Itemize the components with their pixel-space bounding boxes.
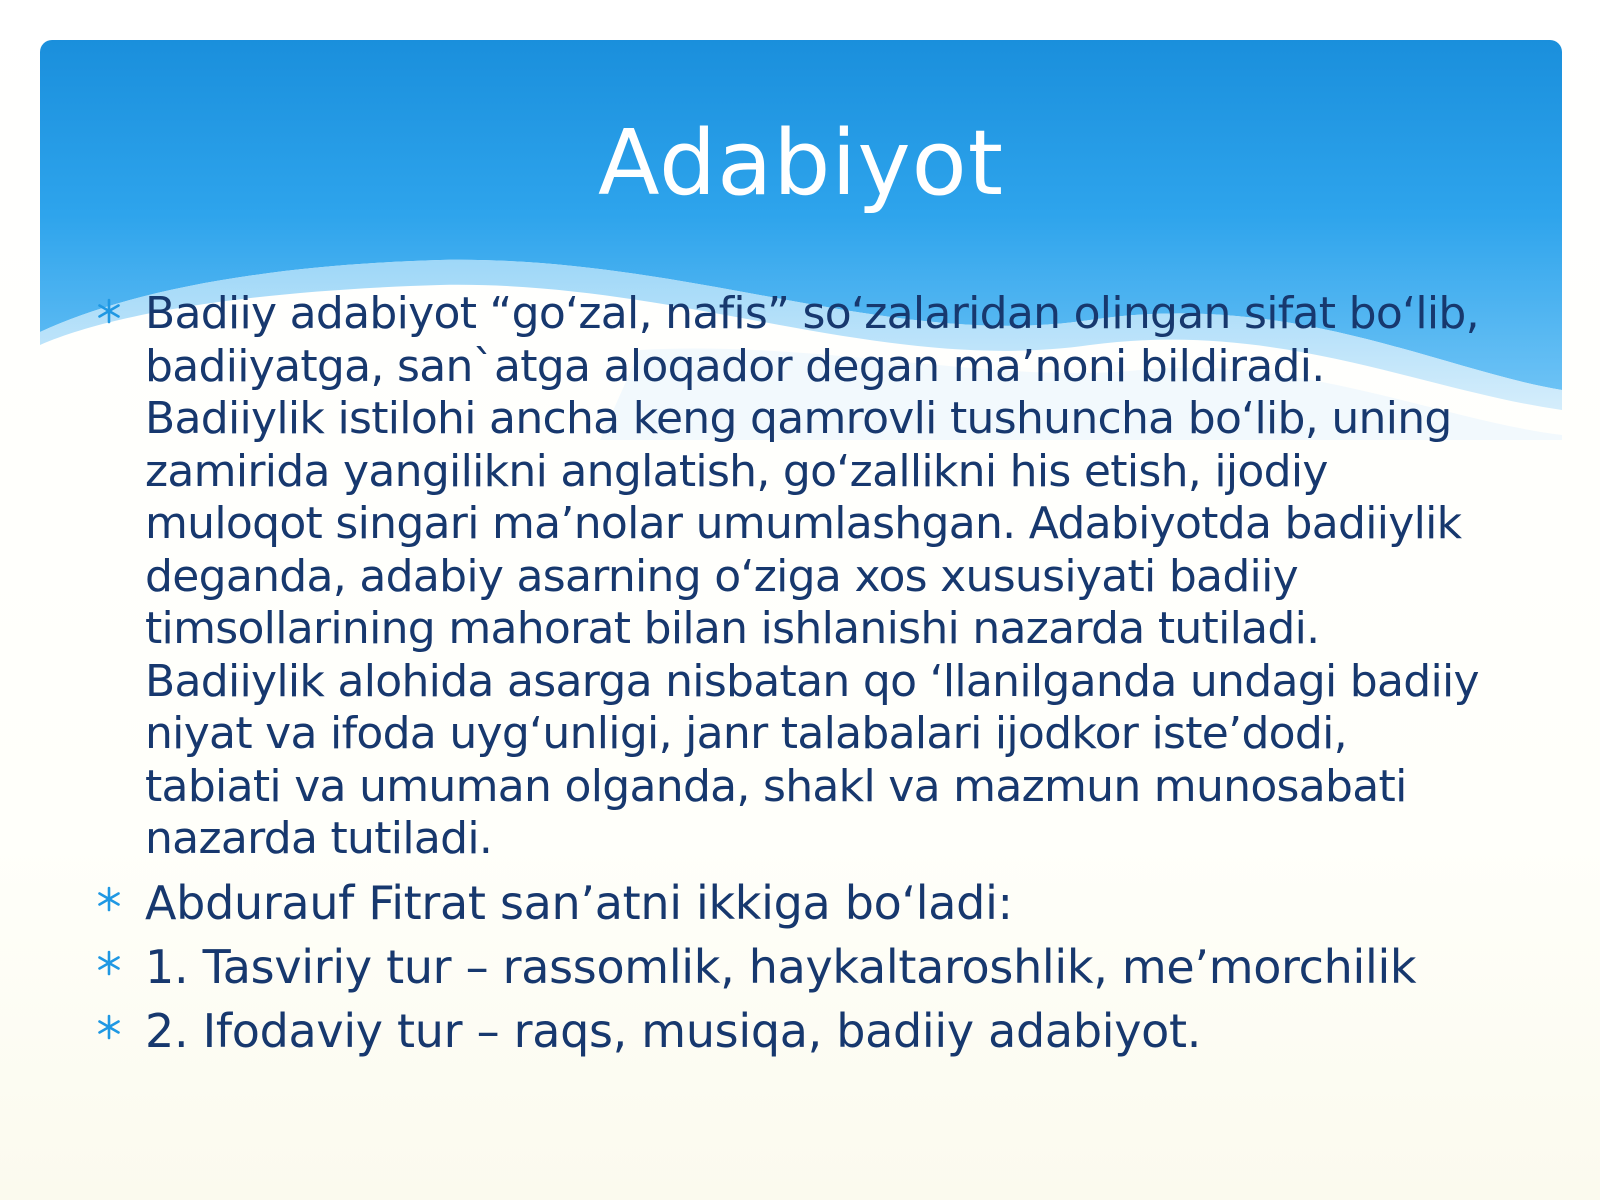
bullet-list <box>96 288 1496 1068</box>
slide-title: Adabiyot <box>597 111 1004 216</box>
bullet-item <box>96 288 1496 866</box>
bullet-text: Badiiy adabiyot “go‘zal, nafis” so‘zalaridan olingan sifat bo‘lib, badiiyatga, san`atga aloqador degan ma’noni bildiradi. Badiiylik istilohi ancha keng qamrovli tushuncha bo‘lib, uning zamirida yangilikni anglatish, go‘zallikni his etish, ijodiy muloqot singari ma’nolar umumlashgan. Adabiyotda badiiylik deganda, adabiy asarning o‘ziga xos xususiyati badiiy timsollarining mahorat bilan ishlanishi nazarda tutiladi. Badiiylik alohida asarga nisbatan qo ‘llanilganda undagi badiiy niyat va ifoda uyg‘unligi, janr talabalari ijodkor iste’dodi, tabiati va umuman olganda, shakl va mazmun munosabati nazarda tutiladi. <box>145 288 1479 864</box>
bullet-item <box>96 876 1496 930</box>
bullet-text: 1. Tasviriy tur – rassomlik, haykaltaroshlik, me’morchilik <box>145 939 1417 994</box>
bullet-item <box>96 940 1496 994</box>
bullet-text: Abdurauf Fitrat san’atni ikkiga bo‘ladi: <box>145 875 1013 930</box>
asterisk-bullet-icon <box>96 886 122 912</box>
asterisk-bullet-icon <box>96 1014 122 1040</box>
asterisk-bullet-icon <box>96 950 122 976</box>
bullet-item <box>96 1004 1496 1058</box>
bullet-text: 2. Ifodaviy tur – raqs, musiqa, badiiy adabiyot. <box>145 1003 1202 1058</box>
asterisk-bullet-icon <box>96 298 122 324</box>
